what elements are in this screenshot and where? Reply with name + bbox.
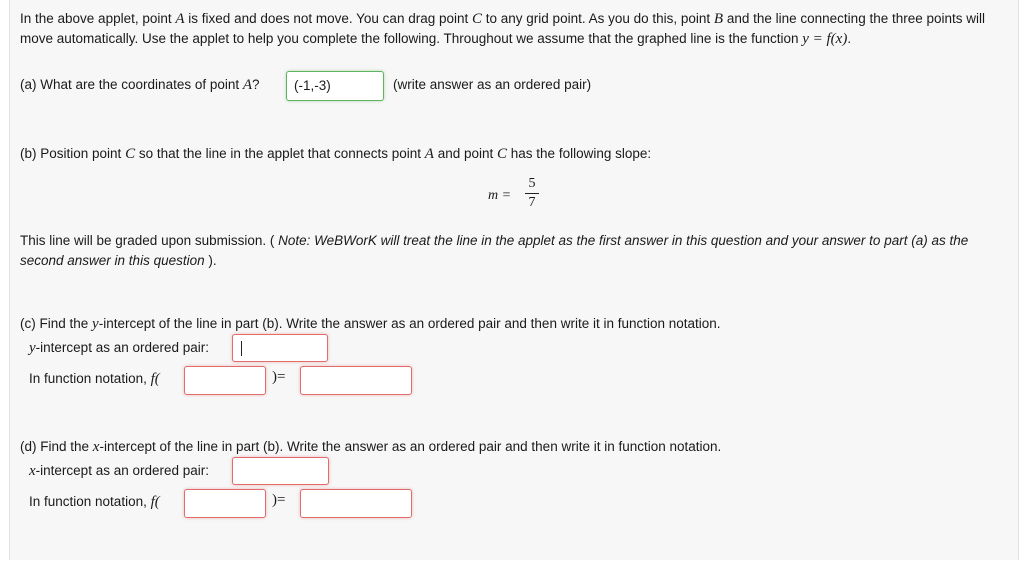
intro-function: y = f(x) bbox=[802, 31, 848, 47]
fraction-bar bbox=[525, 193, 539, 194]
part-d-func-text: In function notation, bbox=[29, 494, 151, 509]
part-d-question bbox=[20, 437, 721, 457]
y-intercept-func-result-input[interactable] bbox=[300, 366, 412, 395]
note-text-post: ). bbox=[204, 253, 217, 268]
part-b-point-a: A bbox=[424, 146, 434, 162]
x-intercept-func-arg-input[interactable] bbox=[184, 489, 266, 518]
part-a-hint: (write answer as an ordered pair) bbox=[393, 77, 592, 92]
intro-point-b: B bbox=[713, 11, 724, 27]
y-intercept-func-arg-input[interactable] bbox=[184, 366, 266, 395]
part-a-point: A bbox=[242, 77, 253, 93]
intro-point-c: C bbox=[472, 11, 483, 27]
part-b-note bbox=[20, 231, 1010, 271]
intro-text-3: to any grid point. As you do this, point bbox=[482, 11, 714, 26]
part-b-point-c: C bbox=[125, 146, 136, 162]
part-d-text-1: (d) Find the bbox=[20, 439, 93, 454]
part-c-func-label bbox=[29, 369, 160, 389]
note-text-italic: Note: WeBWorK will treat the line in the applet as the first answer in this question and your answer to part (a) as the second answer in this question bbox=[20, 233, 969, 268]
intro-text-4: and the line connecting the three points will move automatically. Use the applet to help you complete the following. Throughout we assume that the graphed line is the function bbox=[20, 11, 986, 46]
slope-numerator: 5 bbox=[528, 176, 536, 191]
part-d-var: x bbox=[92, 439, 100, 455]
y-intercept-pair-input[interactable] bbox=[232, 334, 328, 362]
intro-text-2: is fixed and does not move. You can drag point bbox=[184, 11, 472, 26]
intro-text-5: . bbox=[847, 31, 852, 46]
part-d-pair-label bbox=[29, 461, 209, 481]
part-b-point-c2: C bbox=[497, 146, 508, 162]
part-d-func-f: f( bbox=[150, 494, 160, 510]
part-d-func-close: )= bbox=[272, 492, 286, 508]
part-c-pair-label bbox=[29, 338, 209, 358]
part-c-pair-text: -intercept as an ordered pair: bbox=[35, 340, 210, 355]
slope-denominator: 7 bbox=[528, 195, 536, 210]
part-d-func-label bbox=[29, 492, 160, 512]
note-text-pre: This line will be graded upon submission. ( bbox=[20, 233, 279, 248]
part-a-text: (a) What are the coordinates of point bbox=[20, 77, 243, 92]
part-a-qmark: ? bbox=[252, 77, 260, 92]
intro-text bbox=[20, 9, 1010, 49]
part-b-text-1: (b) Position point bbox=[20, 146, 126, 161]
part-d-text-2: -intercept of the line in part (b). Write the answer as an ordered pair and then write it in function notation. bbox=[99, 439, 722, 454]
intro-text-1: In the above applet, point bbox=[20, 11, 176, 26]
part-d-pair-text: -intercept as an ordered pair: bbox=[35, 463, 210, 478]
slope-label: m = bbox=[488, 188, 512, 203]
part-c-var: y bbox=[92, 316, 99, 332]
text-cursor bbox=[241, 341, 242, 356]
intro-point-a: A bbox=[175, 11, 185, 27]
part-d-pair-var: x bbox=[29, 463, 36, 479]
part-c-question bbox=[20, 314, 721, 334]
part-b-question bbox=[20, 144, 651, 164]
part-b-text-4: has the following slope: bbox=[507, 146, 652, 161]
part-c-func-f: f( bbox=[150, 371, 160, 387]
part-b-text-2: so that the line in the applet that connects point bbox=[135, 146, 425, 161]
part-c-text-2: -intercept of the line in part (b). Write the answer as an ordered pair and then write it in function notation. bbox=[98, 316, 721, 331]
part-a-answer-input[interactable]: (-1,-3) bbox=[286, 71, 384, 101]
part-a-question bbox=[20, 75, 260, 95]
part-c-pair-var: y bbox=[29, 340, 36, 356]
slope-fraction bbox=[525, 176, 539, 211]
part-c-text-1: (c) Find the bbox=[20, 316, 93, 331]
part-c-func-close: )= bbox=[272, 369, 286, 385]
x-intercept-func-result-input[interactable] bbox=[300, 489, 412, 518]
part-b-text-3: and point bbox=[433, 146, 498, 161]
x-intercept-pair-input[interactable] bbox=[232, 457, 329, 485]
part-c-func-text: In function notation, bbox=[29, 371, 151, 386]
